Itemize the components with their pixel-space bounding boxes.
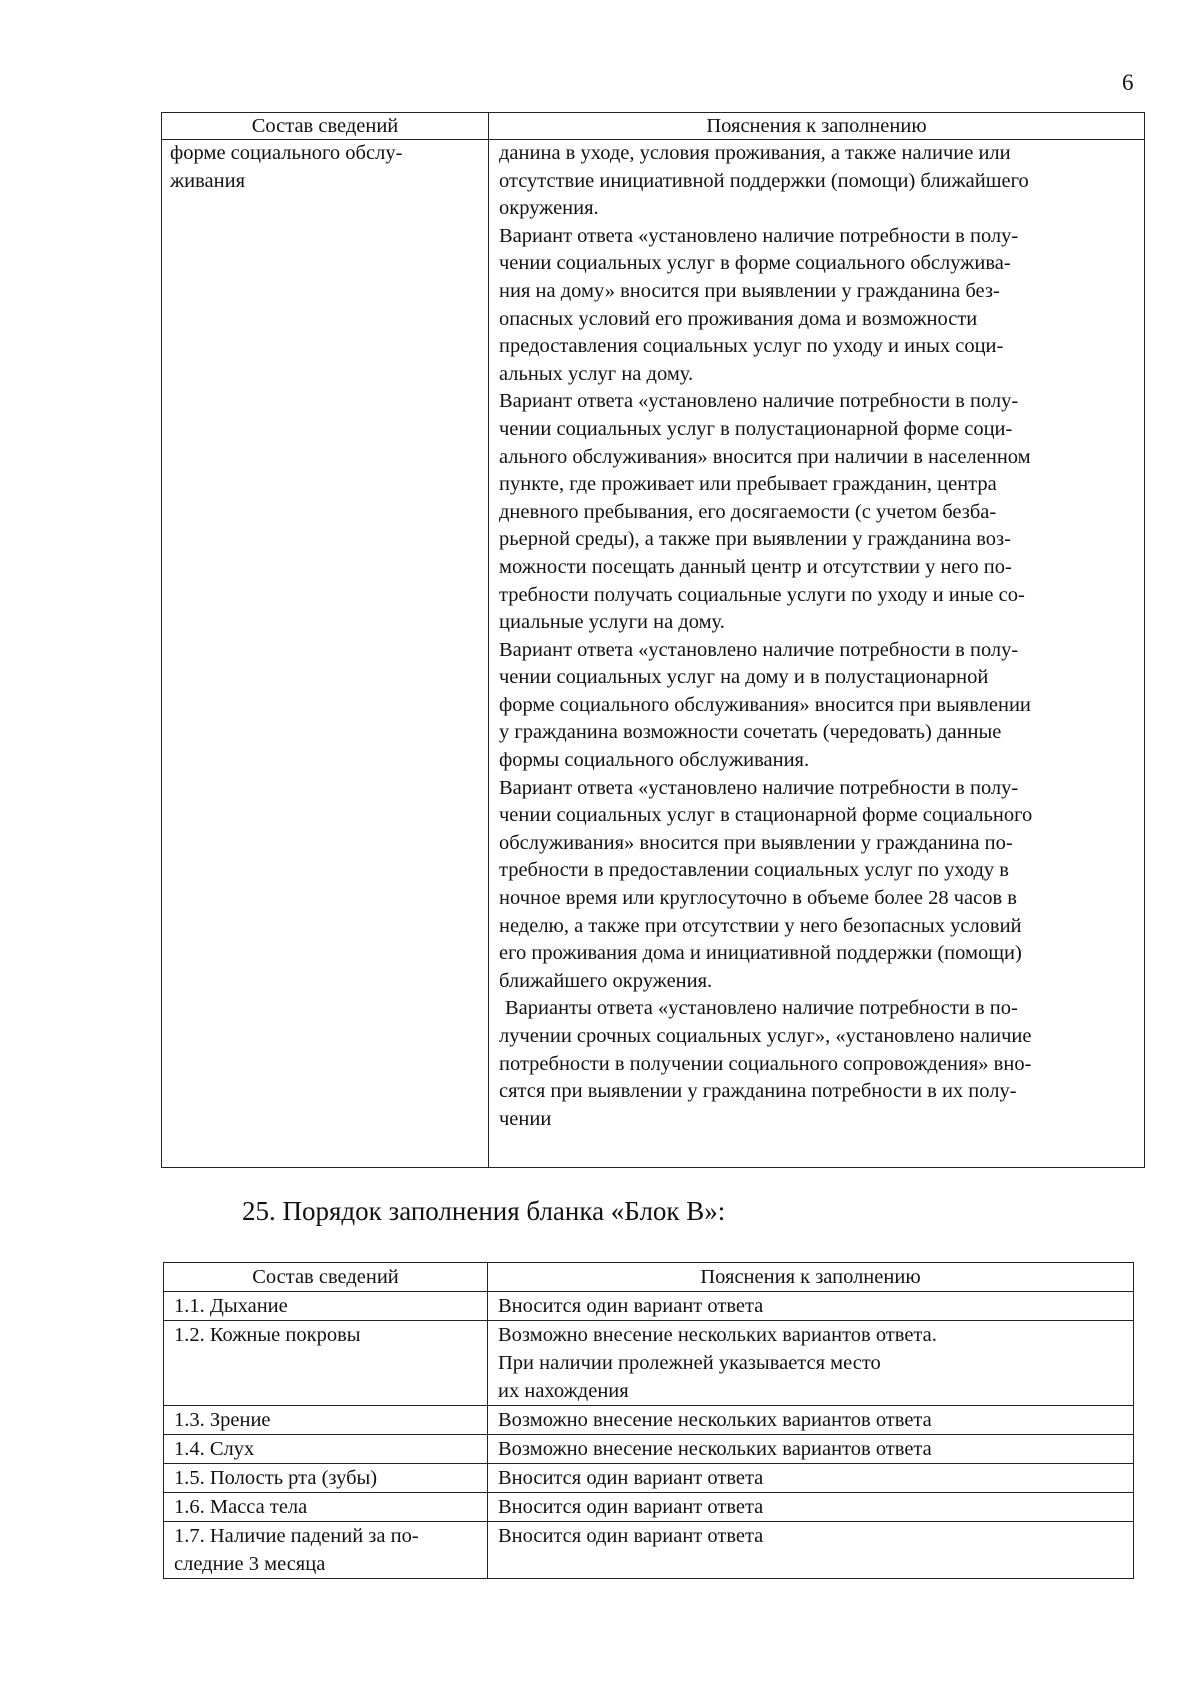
section-heading: 25. Порядок заполнения бланка «Блок В»: [242,1196,726,1226]
table-cell [489,140,1145,1168]
text-line: Вариант ответа «установлено наличие потребности в полу- [499,224,1019,247]
page-number: 6 [1122,70,1134,95]
text-line: Вариант ответа «установлено наличие потребности в полу- [499,390,1019,413]
text-line: чении [499,1107,552,1130]
text-line: 1.1. Дыхание [174,1295,288,1317]
text-line: Возможно внесение нескольких вариантов ответа. [498,1324,937,1346]
text-line: Варианты ответа «установлено наличие потребности в по- [505,997,1018,1020]
text-line: данина в уходе, условия проживания, а также наличие или [499,142,1011,164]
text-line: ального обслуживания» вносится при наличии в населенном [499,445,1031,468]
text-line: 1.6. Масса тела [174,1496,308,1518]
text-line: Вносится один вариант ответа [498,1467,764,1489]
table-cell [488,1435,1134,1464]
text-line: потребности в получении социального сопровождения» вно- [499,1052,1032,1075]
text-line: ночное время или круглосуточно в объеме более 28 часов в [499,887,1017,910]
text-line: Вносится один вариант ответа [498,1295,764,1317]
table-cell [162,140,489,1168]
text-line: следние 3 месяца [174,1553,326,1575]
table-cell [488,1522,1134,1579]
table-cell [488,1406,1134,1435]
text-line: окружения. [499,197,599,220]
column-header: Пояснения к заполнению [489,113,1145,140]
text-line: форме социального обслуживания» вносится при выявлении [499,693,1031,716]
text-line: ближайшего окружения. [499,969,713,992]
table-cell [488,1464,1134,1493]
text-line: Возможно внесение нескольких вариантов ответа [498,1409,932,1431]
text-line: дневного пребывания, его досягаемости (с учетом безба- [499,500,997,523]
table-header-row [164,1263,1134,1292]
table-row [164,1464,1134,1493]
text-line: чении социальных услуг в форме социального обслужива- [499,252,1011,275]
table-cell [488,1493,1134,1522]
table-row [164,1522,1134,1579]
text-line: ния на дому» вносится при выявлении у гражданина без- [499,279,1000,302]
text-line: альных услуг на дому. [499,362,694,385]
table-cell [488,1321,1134,1406]
text-line: форме социального обслу- [170,142,403,164]
text-line: опасных условий его проживания дома и возможности [499,307,978,330]
text-line: отсутствие инициативной поддержки (помощи) ближайшего [499,169,1029,192]
text-line: Вариант ответа «установлено наличие потребности в полу- [499,638,1019,661]
text-line: его проживания дома и инициативной поддержки (помощи) [499,942,1022,965]
table-row [164,1493,1134,1522]
text-line: неделю, а также при отсутствии у него безопасных условий [499,914,1022,937]
text-line: Вносится один вариант ответа [498,1496,764,1518]
table-cell [164,1292,488,1321]
table-row [164,1321,1134,1406]
table-row [162,140,1145,1168]
table-row [164,1292,1134,1321]
text-line: можности посещать данный центр и отсутствии у него по- [499,555,1012,578]
text-line: чении социальных услуг в полустационарной форме соци- [499,417,1013,440]
text-line: 1.5. Полость рта (зубы) [174,1467,378,1489]
text-line: 1.3. Зрение [174,1409,271,1431]
table-cell [488,1292,1134,1321]
text-line: 1.2. Кожные покровы [174,1324,361,1346]
table-cell [164,1522,488,1579]
table-row [164,1435,1134,1464]
text-line: у гражданина возможности сочетать (чередовать) данные [499,721,1002,744]
text-line: живания [170,169,246,192]
text-line: требности в предоставлении социальных услуг по уходу в [499,859,1009,882]
text-line: Возможно внесение нескольких вариантов ответа [498,1438,932,1460]
text-line: сятся при выявлении у гражданина потребности в их полу- [499,1080,1017,1103]
column-header: Состав сведений [164,1263,488,1292]
table-cell [164,1464,488,1493]
text-line: 1.7. Наличие падений за по- [174,1525,419,1547]
text-line: чении социальных услуг на дому и в полустационарной [499,666,989,689]
text-line: рьерной среды), а также при выявлении у гражданина воз- [499,528,1011,551]
column-header: Состав сведений [162,113,489,140]
text-line: 1.4. Слух [174,1438,255,1460]
text-line: Вносится один вариант ответа [498,1525,764,1547]
text-line: формы социального обслуживания. [499,749,810,772]
table-row [164,1406,1134,1435]
text-line: Вариант ответа «установлено наличие потребности в полу- [499,776,1019,799]
text-line: обслуживания» вносится при выявлении у гражданина по- [499,831,1013,854]
text-line: чении социальных услуг в стационарной форме социального [499,804,1033,827]
text-line: требности получать социальные услуги по уходу и иные со- [499,583,1025,606]
text-line: предоставления социальных услуг по уходу и иных соци- [499,335,1004,358]
block-v-table [163,1262,1134,1579]
text-line: их нахождения [498,1380,629,1402]
column-header: Пояснения к заполнению [488,1263,1134,1292]
text-line: лучении срочных социальных услуг», «установлено наличие [499,1025,1032,1047]
text-line: циальные услуги на дому. [499,611,725,634]
table-cell [164,1493,488,1522]
continuation-table [161,112,1145,1168]
table-cell [164,1406,488,1435]
text-line: пункте, где проживает или пребывает гражданин, центра [499,473,997,496]
table-header-row [162,113,1145,140]
text-line: При наличии пролежней указывается место [498,1352,881,1374]
table-cell [164,1321,488,1406]
table-cell [164,1435,488,1464]
